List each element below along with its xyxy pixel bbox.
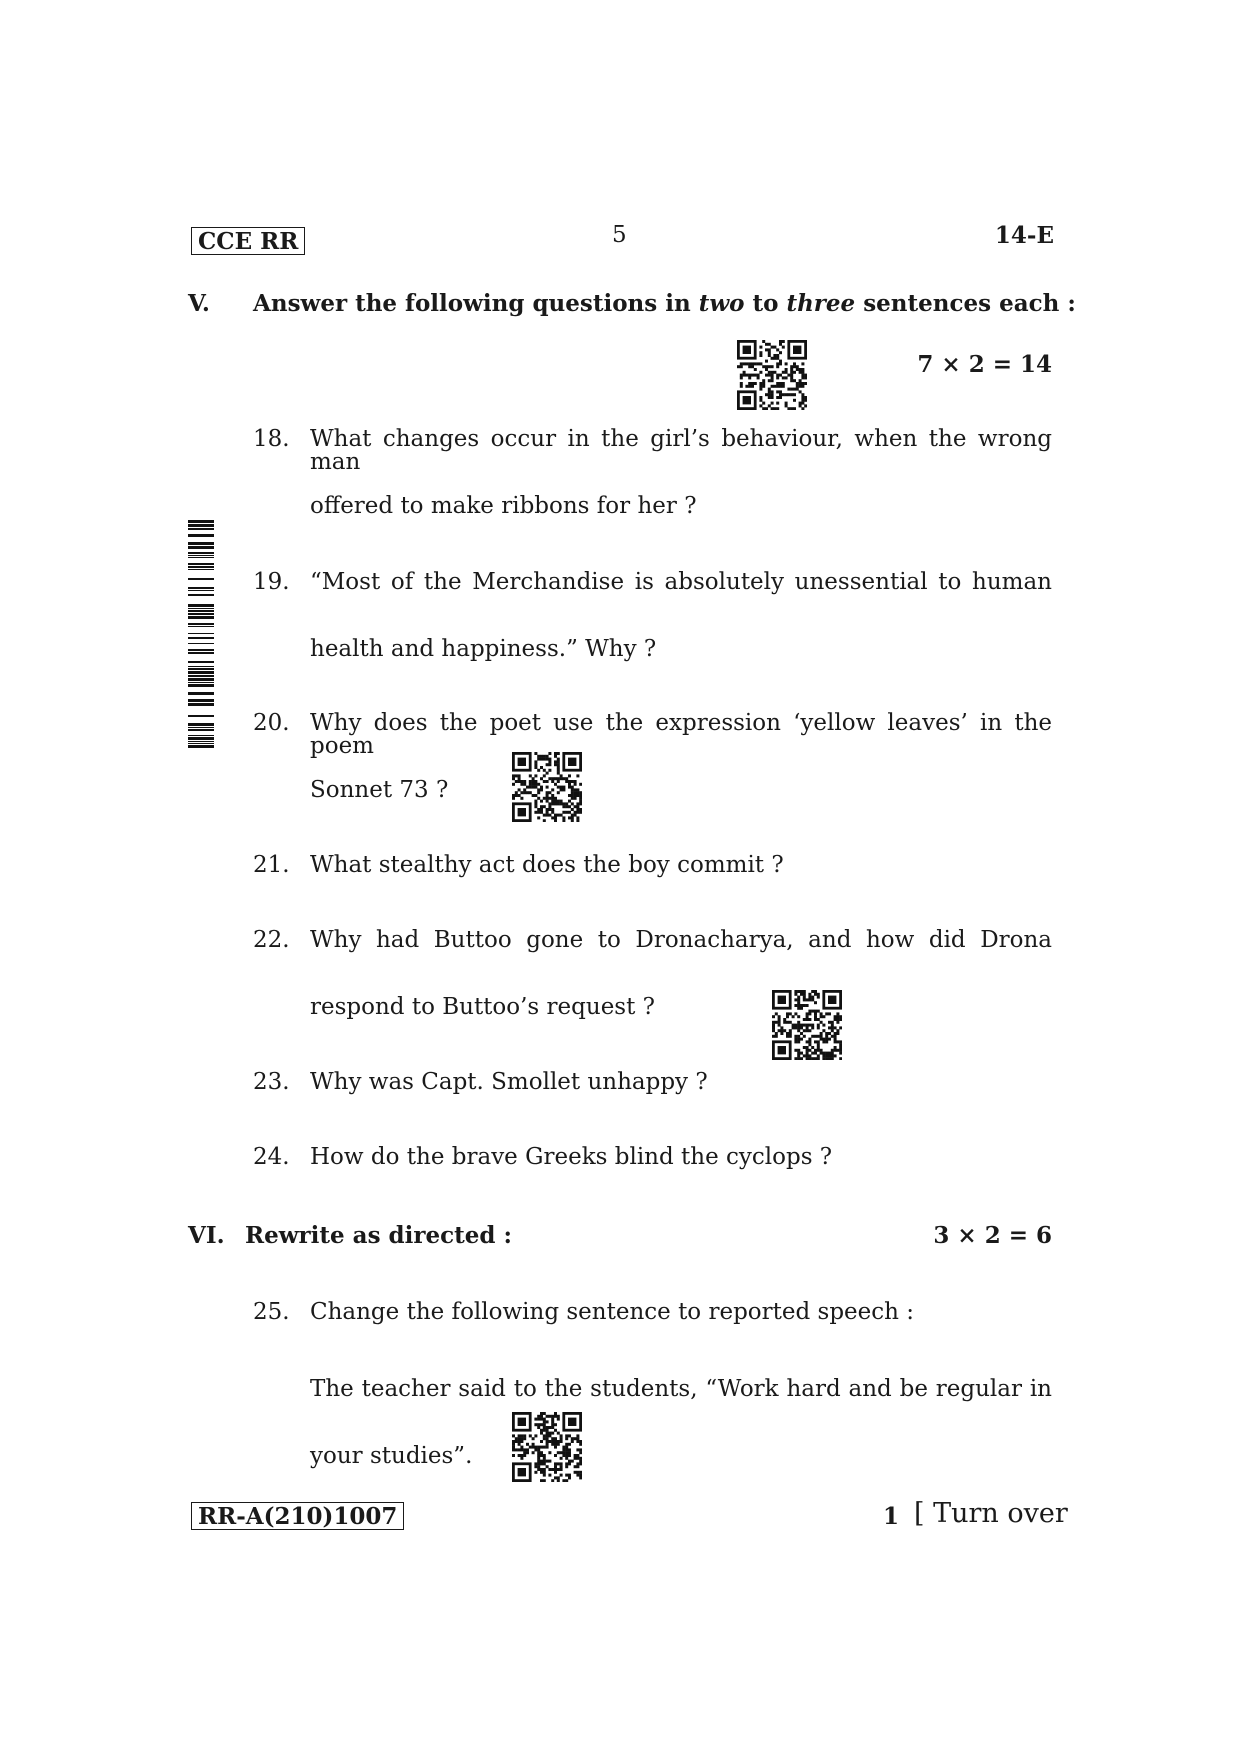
quoted-sentence: your studies”. (310, 1443, 473, 1469)
question-text: “Most of the Merchandise is absolutely unessential to human (310, 569, 1052, 595)
barcode-icon (188, 520, 214, 750)
turn-over-label: [ Turn over (914, 1498, 1068, 1529)
qr-code-icon (512, 752, 582, 822)
section-v-instruction: Answer the following questions in two to three sentences each : (253, 290, 1076, 317)
quoted-sentence: The teacher said to the students, “Work hard and be regular in (310, 1376, 1052, 1402)
question-text: What stealthy act does the boy commit ? (310, 852, 784, 878)
question-text: Why does the poet use the expression ‘yellow leaves’ in the poem (310, 710, 1052, 759)
question-text: What changes occur in the girl’s behaviour, when the wrong man (310, 426, 1052, 475)
section-vi-marks: 3 × 2 = 6 (933, 1222, 1052, 1249)
question-text: Why had Buttoo gone to Dronacharya, and how did Drona (310, 927, 1052, 953)
header-left-code: CCE RR (191, 227, 305, 255)
question-text: Change the following sentence to reported speech : (310, 1299, 915, 1325)
qr-code-icon (772, 990, 842, 1060)
question-number: 25. (253, 1299, 290, 1325)
section-v-roman: V. (188, 290, 210, 317)
question-text: offered to make ribbons for her ? (310, 493, 697, 519)
qr-code-icon (737, 340, 807, 410)
question-text: respond to Buttoo’s request ? (310, 994, 655, 1020)
question-number: 21. (253, 852, 290, 878)
question-number: 22. (253, 927, 290, 953)
question-number: 19. (253, 569, 290, 595)
section-v-marks: 7 × 2 = 14 (917, 351, 1052, 378)
question-text: Why was Capt. Smollet unhappy ? (310, 1069, 708, 1095)
header-right-code: 14-E (994, 222, 1054, 249)
question-text: Sonnet 73 ? (310, 777, 449, 803)
section-vi-roman: VI. (188, 1222, 225, 1249)
sheet-number: 1 (883, 1503, 900, 1530)
page-number: 5 (612, 222, 627, 248)
question-number: 18. (253, 426, 290, 452)
question-number: 23. (253, 1069, 290, 1095)
question-text: health and happiness.” Why ? (310, 636, 657, 662)
footer-code: RR-A(210)1007 (191, 1502, 404, 1530)
section-vi-instruction: Rewrite as directed : (245, 1222, 512, 1249)
question-number: 20. (253, 710, 290, 736)
qr-code-icon (512, 1412, 582, 1482)
question-number: 24. (253, 1144, 290, 1170)
question-text: How do the brave Greeks blind the cyclops ? (310, 1144, 833, 1170)
